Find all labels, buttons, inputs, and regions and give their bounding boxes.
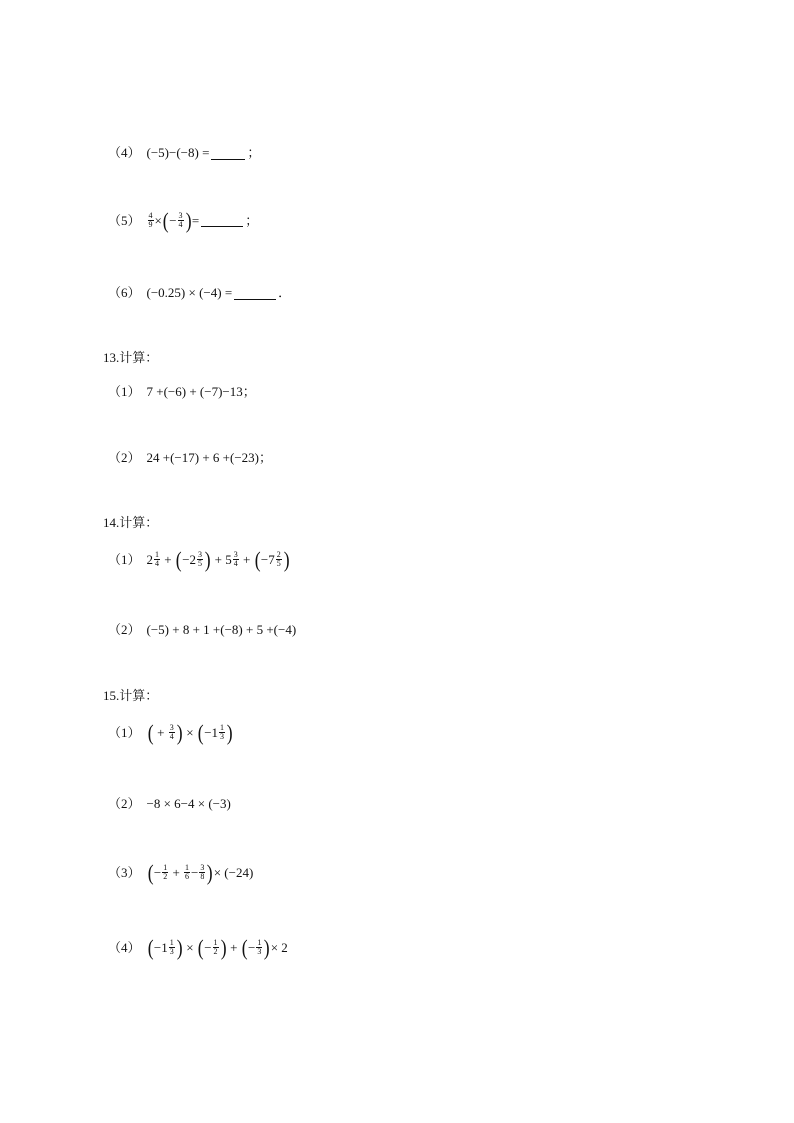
punctuation: ．: [278, 285, 292, 300]
minus-sign: −: [204, 724, 212, 740]
problem-14-1: [108, 546, 290, 572]
fraction: $\frac{3}{4}$: [178, 211, 183, 229]
minus-sign: −: [204, 939, 212, 955]
question-13-title: 13.计算：: [103, 350, 159, 365]
problem-15-2: [108, 796, 231, 812]
fraction: $\frac{1}{2}$: [163, 863, 168, 881]
expression: 7 +(−6) + (−7)−13；: [146, 384, 256, 399]
punctuation: ；: [245, 212, 259, 228]
plus-sign: +: [153, 724, 168, 740]
item-number: （4）: [108, 145, 141, 160]
left-paren: (: [147, 934, 154, 960]
mixed-number: 2 $\frac{3}{5}$: [189, 550, 203, 568]
minus-sign: −: [182, 551, 190, 567]
problem-12-4: [108, 145, 260, 161]
plus-sign: +: [211, 551, 226, 567]
problem-13-2: [108, 450, 272, 466]
minus-sign: −: [153, 939, 162, 955]
problem-13-1: [108, 384, 256, 400]
item-number: （1）: [108, 384, 141, 399]
mixed-number: 7 $\frac{2}{5}$: [268, 550, 281, 568]
fraction: $\frac{1}{2}$: [213, 938, 218, 956]
plus-sign: +: [239, 551, 254, 567]
fraction: $\frac{1}{6}$: [185, 863, 190, 881]
right-paren: ): [176, 719, 183, 745]
expression: (−5)−(−8) =: [146, 145, 210, 160]
minus-sign: −: [248, 939, 256, 955]
item-number: （1）: [108, 724, 141, 740]
expression: (−0.25) × (−4) =: [146, 285, 233, 300]
answer-blank[interactable]: [234, 287, 276, 300]
mixed-number: 5 $\frac{3}{4}$: [225, 550, 238, 568]
right-paren: ): [176, 934, 183, 960]
left-paren: (: [175, 546, 182, 572]
answer-blank[interactable]: [211, 147, 245, 160]
times-sign: ×: [154, 212, 162, 228]
item-number: （1）: [108, 551, 141, 567]
plus-sign: +: [226, 939, 241, 955]
left-paren: (: [147, 859, 154, 885]
expression: 24 +(−17) + 6 +(−23)；: [146, 450, 272, 465]
fraction: $\frac{3}{4}$: [169, 723, 174, 741]
answer-blank[interactable]: [201, 214, 243, 227]
right-paren: ): [264, 934, 270, 960]
right-paren: ): [207, 859, 213, 885]
equals-sign: =: [191, 212, 200, 228]
left-paren: (: [162, 207, 169, 233]
right-paren: ): [226, 719, 233, 745]
minus-sign: −: [153, 864, 162, 880]
minus-sign: −: [169, 212, 177, 228]
item-number: （5）: [108, 212, 141, 228]
right-paren: ): [283, 546, 290, 572]
expression-tail: × (−24): [213, 864, 254, 880]
expression: −8 × 6−4 × (−3): [146, 796, 231, 811]
question-15-title: 15.计算：: [103, 688, 159, 703]
item-number: （4）: [108, 939, 141, 955]
right-paren: ): [204, 546, 211, 572]
left-paren: (: [254, 546, 261, 572]
fraction: $\frac{4}{9}$: [148, 211, 153, 229]
left-paren: (: [197, 719, 204, 745]
problem-12-5: [108, 207, 259, 233]
plus-sign: +: [169, 864, 184, 880]
times-sign: ×: [183, 939, 197, 955]
left-paren: (: [197, 934, 204, 960]
fraction: $\frac{3}{8}$: [200, 863, 205, 881]
mixed-number: 2 $\frac{1}{4}$: [146, 550, 160, 568]
question-14-title: 14.计算：: [103, 515, 159, 530]
punctuation: ；: [247, 145, 261, 160]
item-number: （2）: [108, 450, 141, 465]
right-paren: ): [220, 934, 227, 960]
fraction: $\frac{1}{3}$: [257, 938, 262, 956]
right-paren: ): [185, 207, 192, 233]
expression: (−5) + 8 + 1 +(−8) + 5 +(−4): [146, 622, 297, 637]
item-number: （6）: [108, 285, 141, 300]
left-paren: (: [241, 934, 248, 960]
item-number: （2）: [108, 796, 141, 811]
mixed-number: 1 $\frac{1}{3}$: [161, 938, 174, 956]
expression-tail: × 2: [270, 939, 288, 955]
item-number: （2）: [108, 622, 141, 637]
problem-15-4: [108, 934, 288, 960]
minus-sign: −: [191, 864, 199, 880]
item-number: （3）: [108, 864, 141, 880]
problem-14-2: [108, 622, 296, 638]
problem-15-1: [108, 719, 233, 745]
mixed-number: 1 $\frac{1}{3}$: [211, 723, 225, 741]
left-paren: (: [147, 719, 154, 745]
plus-sign: +: [161, 551, 175, 567]
problem-15-3: [108, 859, 254, 885]
problem-12-6: [108, 285, 291, 301]
minus-sign: −: [260, 551, 269, 567]
times-sign: ×: [183, 724, 197, 740]
